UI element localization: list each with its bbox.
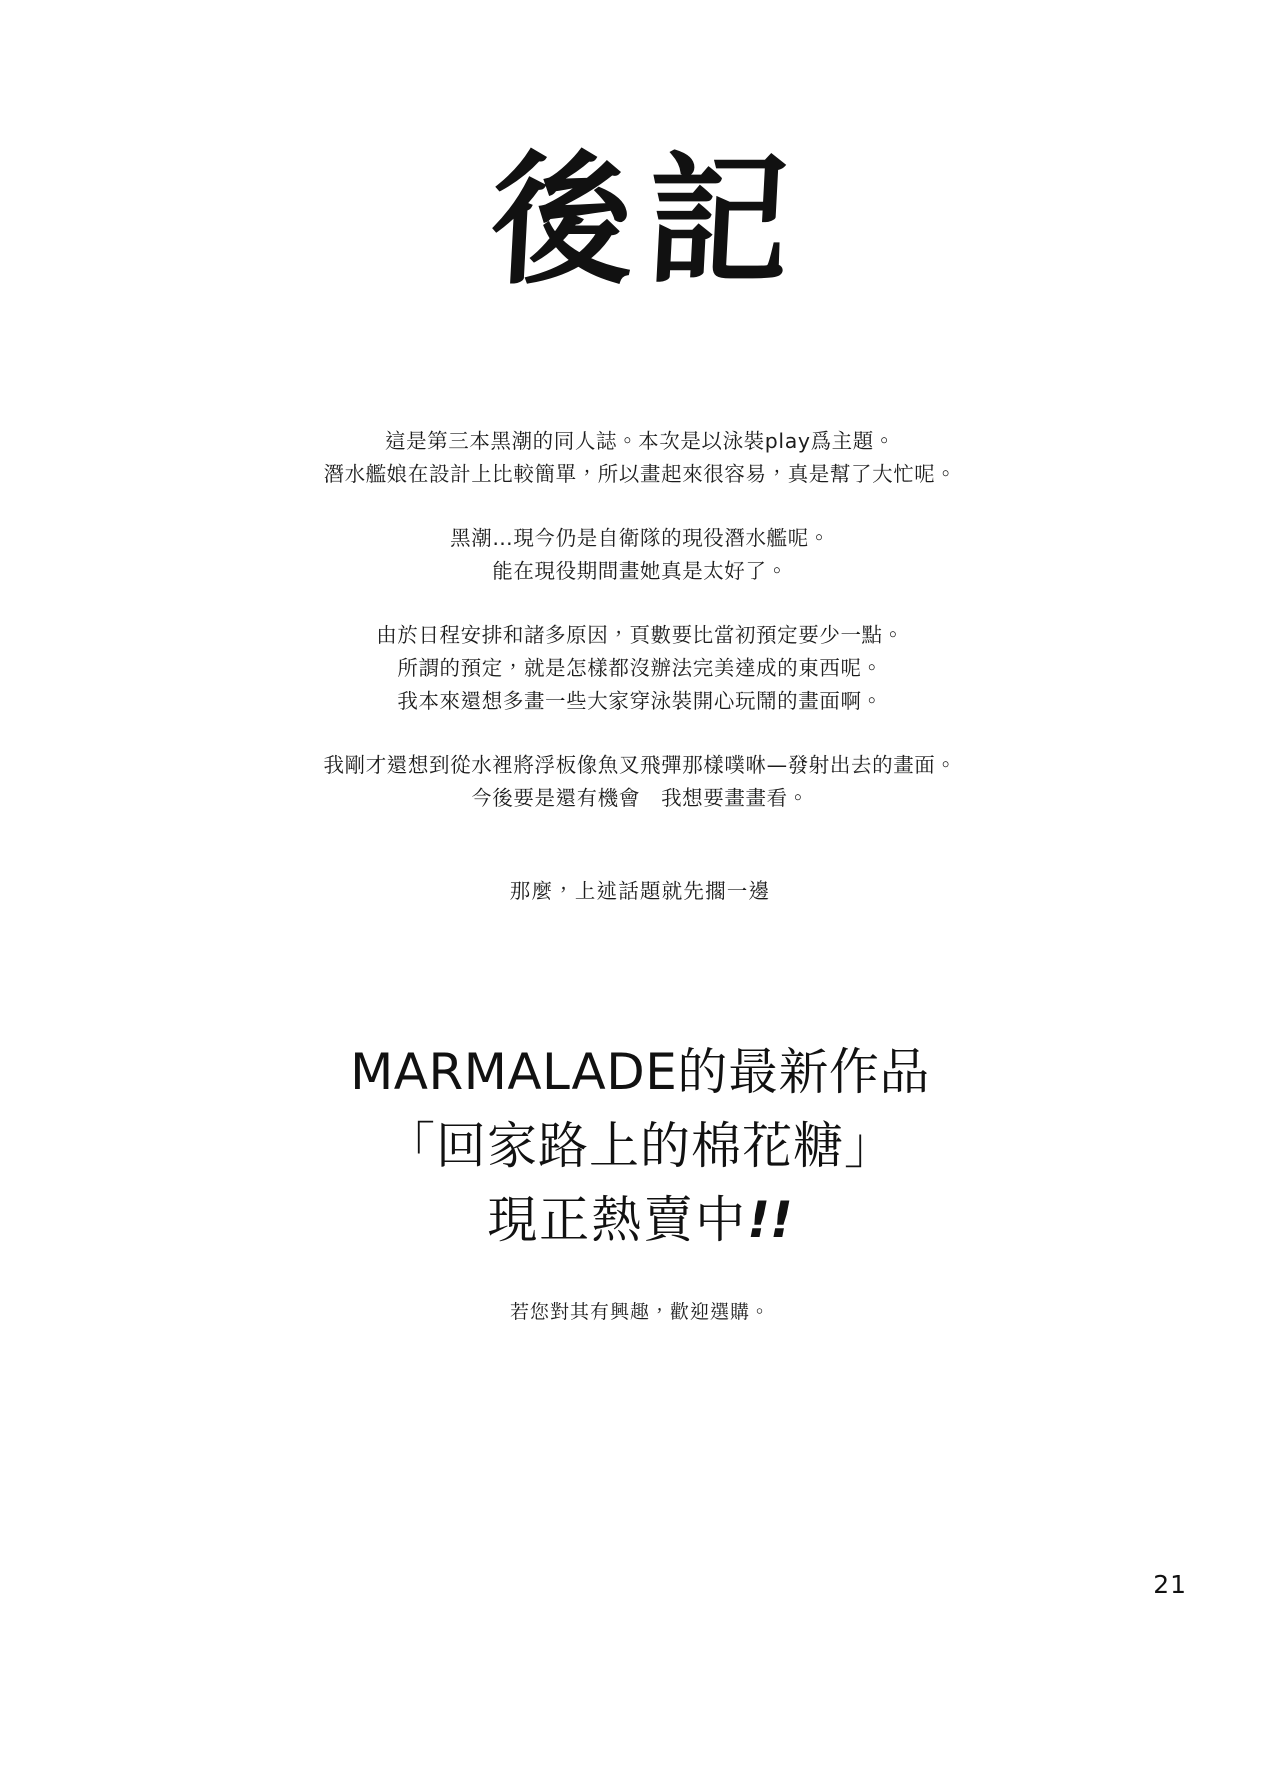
promo-line-title: 「回家路上的棉花糖」 [385, 1117, 895, 1175]
paragraph [150, 522, 1130, 588]
paragraph [150, 425, 1130, 491]
paragraph-line: 所謂的預定，就是怎樣都沒辦法完美達成的東西呢。 [397, 656, 883, 680]
paragraph-line: 由於日程安排和諸多原因，頁數要比當初預定要少一點。 [376, 623, 904, 647]
closing-line: 那麼，上述話題就先擱一邊 [509, 879, 771, 903]
paragraph-line: 黑潮…現今仍是自衛隊的現役潛水艦呢。 [450, 526, 830, 550]
paragraph [150, 749, 1130, 815]
afterword-body [150, 425, 1130, 815]
page-number: 21 [1153, 1570, 1187, 1599]
promo-line-onsale [0, 1183, 1280, 1257]
promo-onsale-text: 現正熱賣中 [487, 1191, 748, 1249]
paragraph [150, 619, 1130, 718]
promo-note: 若您對其有興趣，歡迎選購。 [509, 1301, 770, 1323]
page-title: 後記 [486, 138, 808, 304]
paragraph-line: 我本來還想多畫一些大家穿泳裝開心玩鬧的畫面啊。 [397, 689, 883, 713]
promo-block [0, 1035, 1280, 1324]
promo-onsale-mark: !! [747, 1191, 793, 1249]
paragraph-line: 今後要是還有機會 我想要畫畫看。 [471, 786, 809, 810]
paragraph-line: 我剛才還想到從水裡將浮板像魚叉飛彈那樣噗咻—發射出去的畫面。 [323, 753, 957, 777]
paragraph-line: 這是第三本黑潮的同人誌。本次是以泳裝play爲主題。 [384, 429, 895, 453]
paragraph-line: 能在現役期間畫她真是太好了。 [492, 559, 788, 583]
paragraph-line: 潛水艦娘在設計上比較簡單，所以畫起來很容易，真是幫了大忙呢。 [323, 462, 957, 486]
promo-line-product: MARMALADE的最新作品 [350, 1043, 930, 1101]
